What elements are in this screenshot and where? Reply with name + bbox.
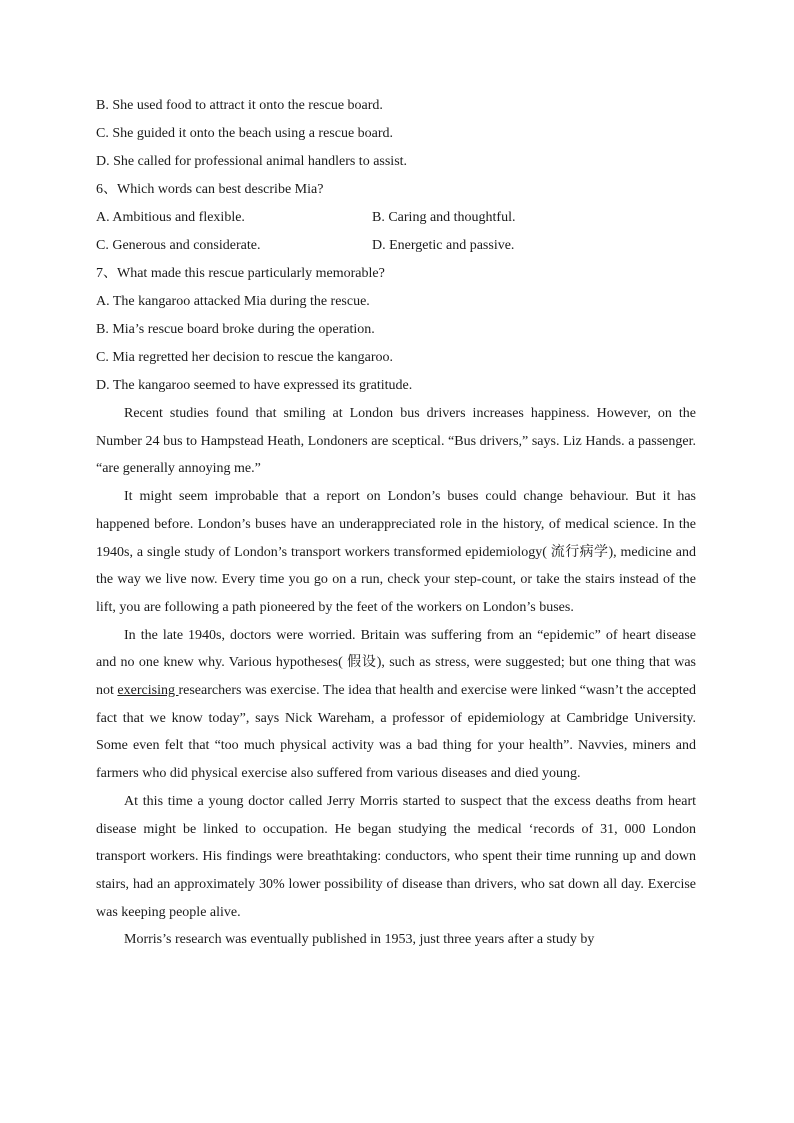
q5-option-d: D. She called for professional animal handlers to assist. [96, 154, 408, 169]
q6-option-b: B. Caring and thoughtful. [372, 210, 516, 225]
passage-paragraph-4 [96, 788, 696, 927]
q7-option-d: D. The kangaroo seemed to have expressed its gratitude. [96, 378, 413, 393]
question-6 [96, 176, 696, 260]
document-page [96, 92, 696, 954]
q7-option-a: A. The kangaroo attacked Mia during the rescue. [96, 294, 370, 309]
passage-paragraph-3 [96, 622, 696, 788]
passage-paragraph-4-text: At this time a young doctor called Jerry Morris started to suspect that the excess deaths from heart disease might be linked to occupation. He began studying the medical ‘records of 31, 000 London transport workers. His findings were breathtaking: conductors, who spent their time running up and down stairs, had an approximately 30% lower possibility of disease than drivers, who sat down all day. Exercise was keeping people alive. [96, 793, 696, 920]
q7-option-b: B. Mia’s rescue board broke during the operation. [96, 322, 375, 337]
passage-paragraph-1 [96, 400, 696, 483]
question-7 [96, 260, 696, 400]
question-5-options [96, 92, 696, 176]
passage-paragraph-2-text: It might seem improbable that a report on London’s buses could change behaviour. But it has happened before. London’s buses have an underappreciated role in the history, of medical science. In the 1940s, a single study of London’s transport workers transformed epidemiology( 流行病学), medicine and the way we live now. Every time you go on a run, check your step-count, or take the stairs instead of the lift, you are following a path pioneered by the feet of the workers on London’s buses. [96, 489, 696, 615]
passage-paragraph-2 [96, 483, 696, 622]
passage-paragraph-1-text: Recent studies found that smiling at London bus drivers increases happiness. However, on the Number 24 bus to Hampstead Heath, Londoners are sceptical. “Bus drivers,” says. Liz Hands. a passenger. “are generally annoying me.” [96, 406, 696, 477]
passage-paragraph-3-text-a: In the late 1940s, doctors were worried. Britain was suffering from an “epidemic” of heart disease and no one knew why. Various hypotheses( 假设), such as stress, were suggested; but one thing that was not [96, 627, 696, 699]
q7-option-c: C. Mia regretted her decision to rescue the kangaroo. [96, 350, 394, 365]
passage-paragraph-3-text-b: researchers was exercise. The idea that health and exercise were linked “wasn’t the accepted fact that we know today”, says Nick Wareham, a professor of epidemiology at Cambridge University. Some even felt that “too much physical activity was a bad thing for your health”. Navvies, miners and farmers who did physical exercise also suffered from various diseases and died young. [96, 683, 697, 782]
reading-passage [96, 400, 696, 954]
q6-stem: 6、Which words can best describe Mia? [96, 182, 324, 197]
q6-option-a: A. Ambitious and flexible. [96, 210, 245, 225]
q5-option-b: B. She used food to attract it onto the rescue board. [96, 98, 383, 113]
passage-paragraph-5-text: Morris’s research was eventually published in 1953, just three years after a study by [124, 932, 595, 948]
passage-paragraph-5 [96, 926, 696, 954]
q6-options-row-2 [96, 232, 696, 260]
underlined-word: exercising [117, 683, 179, 699]
q6-options-row-1 [96, 204, 696, 232]
q5-option-c: C. She guided it onto the beach using a rescue board. [96, 126, 394, 141]
q7-stem: 7、What made this rescue particularly memorable? [96, 266, 385, 281]
q6-option-d: D. Energetic and passive. [372, 238, 515, 253]
q6-option-c: C. Generous and considerate. [96, 238, 261, 253]
